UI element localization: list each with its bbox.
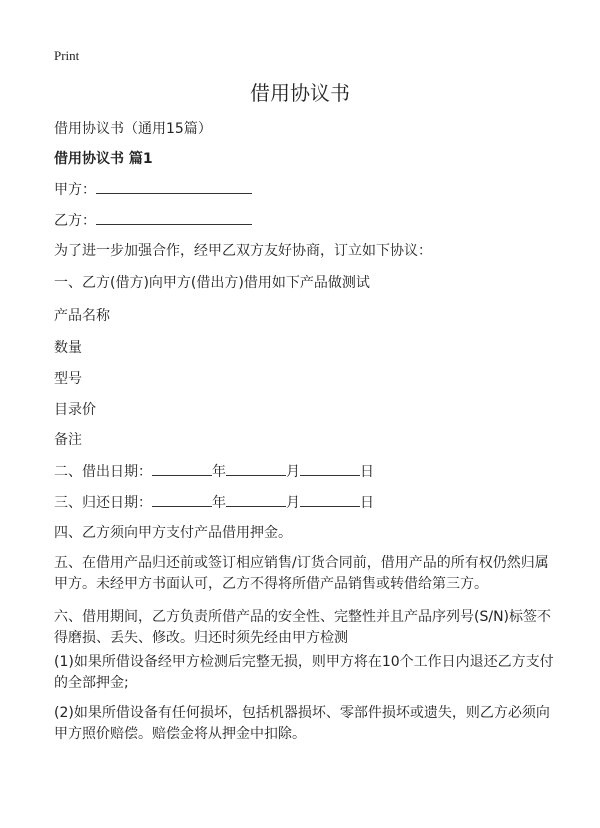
product-field: 型号 <box>54 371 82 387</box>
month-blank <box>226 461 286 476</box>
month-label: 月 <box>286 464 300 480</box>
document-title: 借用协议书 <box>250 81 350 105</box>
year-label: 年 <box>212 495 226 511</box>
party-a-label: 甲方： <box>54 182 96 198</box>
year-blank <box>152 492 212 507</box>
clause-4: 四、乙方须向甲方支付产品借用押金。 <box>54 525 292 541</box>
clause-6-item-2: (2)如果所借设备有任何损坏，包括机器损坏、零部件损坏或遗失，则乙方必须向甲方照价赔偿。赔偿金将从押金中扣除。 <box>54 705 550 742</box>
clause-3 <box>54 492 374 513</box>
party-a-blank <box>96 179 252 194</box>
month-label: 月 <box>286 495 300 511</box>
clause-1: 一、乙方(借方)向甲方(借出方)借用如下产品做测试 <box>54 275 370 291</box>
intro-text: 为了进一步加强合作，经甲乙双方友好协商，订立如下协议： <box>54 243 432 259</box>
product-field: 目录价 <box>54 402 96 418</box>
clause-3-label: 三、归还日期： <box>54 495 152 511</box>
year-label: 年 <box>212 464 226 480</box>
day-label: 日 <box>360 464 374 480</box>
clause-6: 六、借用期间，乙方负责所借产品的安全性、完整性并且产品序列号(S/N)标签不得磨损、丢失、修改。归还时须先经由甲方检测 <box>54 609 551 646</box>
party-b-line <box>54 210 252 231</box>
day-label: 日 <box>360 495 374 511</box>
clause-6-item-1: (1)如果所借设备经甲方检测后完整无损，则甲方将在10个工作日内退还乙方支付的全部押金; <box>54 654 554 691</box>
party-b-blank <box>96 210 252 225</box>
product-field: 备注 <box>54 432 82 448</box>
day-blank <box>300 492 360 507</box>
product-field: 产品名称 <box>54 308 110 324</box>
year-blank <box>152 461 212 476</box>
document-subtitle: 借用协议书（通用15篇） <box>54 121 212 137</box>
clause-5: 五、在借用产品归还前或签订相应销售/订货合同前，借用产品的所有权仍然归属甲方。未经甲方书面认可，乙方不得将所借产品销售或转借给第三方。 <box>54 555 549 592</box>
print-link[interactable]: Print <box>54 48 80 63</box>
clause-2 <box>54 461 374 482</box>
product-field: 数量 <box>54 340 82 356</box>
clause-2-label: 二、借出日期： <box>54 464 152 480</box>
day-blank <box>300 461 360 476</box>
section-heading: 借用协议书 篇1 <box>54 151 153 167</box>
party-b-label: 乙方： <box>54 213 96 229</box>
party-a-line <box>54 179 252 200</box>
month-blank <box>226 492 286 507</box>
